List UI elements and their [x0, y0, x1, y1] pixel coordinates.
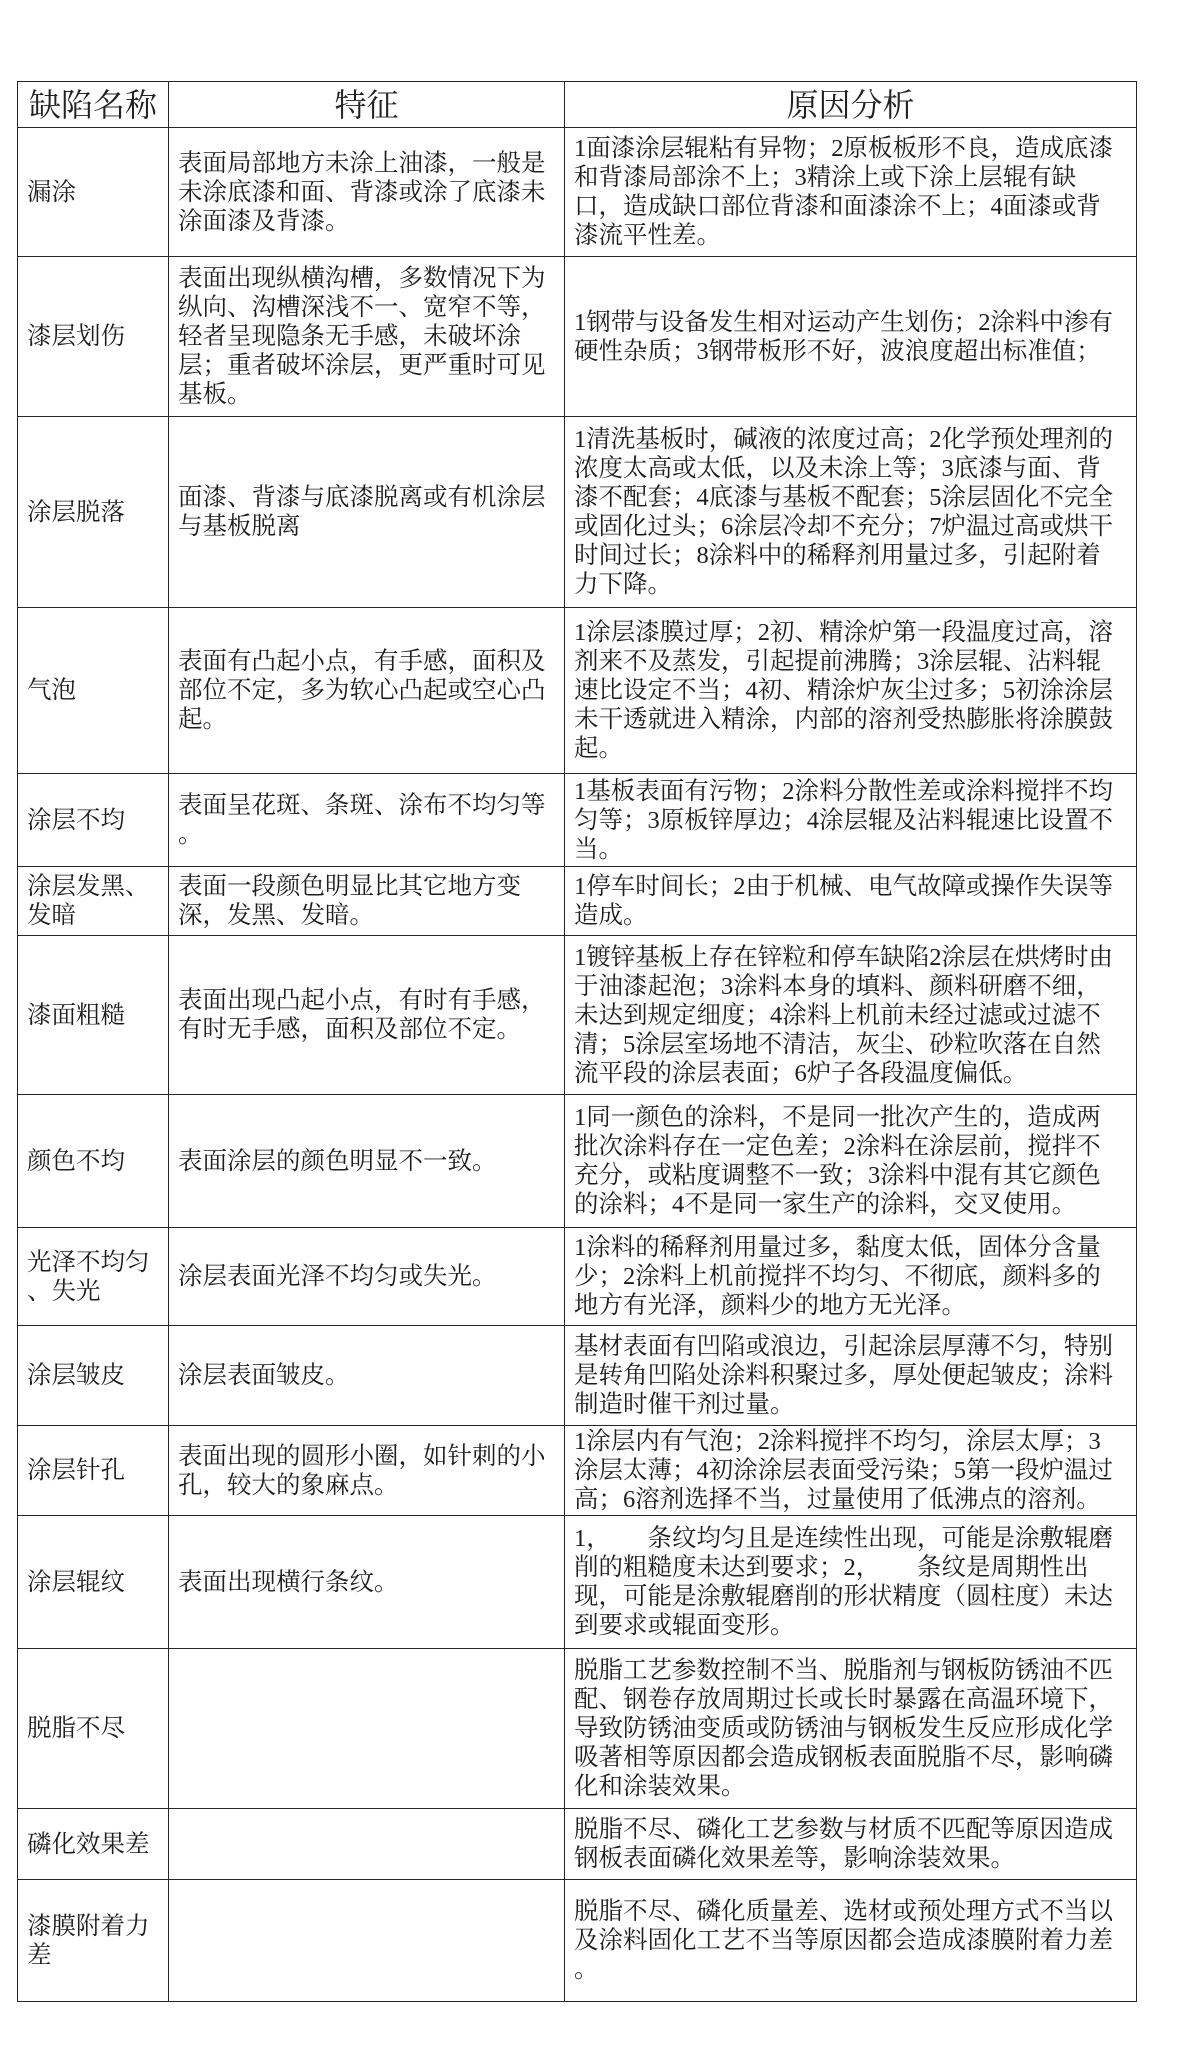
defect-name-cell	[18, 1516, 169, 1649]
header-row	[18, 82, 1137, 128]
table-row	[18, 417, 1137, 608]
cell-line: 当。	[574, 835, 623, 863]
feature-cell	[169, 1516, 565, 1649]
defect-name-cell	[18, 1326, 169, 1426]
cell-line: 1同一颜色的涂料，不是同一批次产生的，造成两	[574, 1104, 1101, 1131]
defect-analysis-table	[17, 81, 1137, 2002]
cell-line: 及涂料固化工艺不当等原因都会造成漆膜附着力差	[574, 1927, 1113, 1954]
cell-line: 吸著相等原因都会造成钢板表面脱脂不尽，影响磷	[574, 1744, 1113, 1771]
cell-line: 发暗	[27, 902, 76, 929]
defect-name-cell	[18, 608, 169, 774]
table-body	[18, 128, 1137, 2002]
cell-line: 时间过长；8涂料中的稀释剂用量过多，引起附着	[574, 542, 1101, 569]
cell-line: 浓度太高或太低，以及未涂上等；3底漆与面、背	[574, 455, 1101, 482]
cell-line: 是转角凹陷处涂料积聚过多，厚处便起皱皮；涂料	[574, 1362, 1113, 1389]
feature-cell	[169, 608, 565, 774]
cell-line: 匀等；3原板锌厚边；4涂层辊及沾料辊速比设置不	[574, 806, 1113, 834]
cell-line: 表面有凸起小点，有手感，面积及	[178, 648, 546, 675]
cell-line: 涂层表面光泽不均匀或失光。	[178, 1263, 497, 1290]
cell-line: 钢板表面磷化效果差等，影响涂装效果。	[574, 1845, 1015, 1872]
cell-line: 速比设定不当；4初、精涂炉灰尘过多；5初涂涂层	[574, 677, 1113, 704]
cause-cell	[565, 608, 1137, 774]
cell-line: 光泽不均匀	[27, 1248, 150, 1276]
feature-cell	[169, 936, 565, 1095]
cell-line: 造成。	[574, 902, 648, 929]
cell-line: 涂面漆及背漆。	[178, 207, 350, 235]
table-row	[18, 1228, 1137, 1326]
cell-line: 1镀锌基板上存在锌粒和停车缺陷2涂层在烘烤时由	[574, 943, 1113, 971]
cell-line: 基材表面有凹陷或浪边，引起涂层厚薄不匀，特别	[574, 1333, 1113, 1360]
table-row	[18, 257, 1137, 417]
table-row	[18, 1809, 1137, 1880]
cell-line: 制造时催干剂过量。	[574, 1391, 795, 1418]
cause-cell	[565, 1095, 1137, 1228]
cell-line: 差	[27, 1941, 52, 1969]
cause-cell	[565, 774, 1137, 867]
cell-line: 涂层针孔	[27, 1457, 125, 1484]
table-row	[18, 1326, 1137, 1426]
cell-line: 未干透就进入精涂，内部的溶剂受热膨胀将涂膜鼓	[574, 706, 1113, 733]
cell-line: 化和涂装效果。	[574, 1773, 746, 1800]
defect-name-cell	[18, 774, 169, 867]
cell-line: 地方有光泽，颜料少的地方无光泽。	[574, 1292, 966, 1319]
feature-cell	[169, 128, 565, 257]
cell-line: 漆面粗糙	[27, 1001, 125, 1029]
cell-line: 表面出现纵横沟槽，多数情况下为	[178, 265, 546, 292]
cell-line: 配、钢卷存放周期过长或长时暴露在高温环境下，	[574, 1686, 1113, 1713]
table-row	[18, 867, 1137, 936]
cause-cell	[565, 1809, 1137, 1880]
cell-line: 。	[574, 1956, 599, 1983]
cause-cell	[565, 1326, 1137, 1426]
cell-line: 涂层发黑、	[27, 873, 150, 900]
cell-line: 少；2涂料上机前搅拌不均匀、不彻底，颜料多的	[574, 1263, 1101, 1290]
cell-line: 脱脂工艺参数控制不当、脱脂剂与钢板防锈油不匹	[574, 1657, 1113, 1684]
cell-line: 表面一段颜色明显比其它地方变	[178, 873, 521, 900]
table-row	[18, 608, 1137, 774]
cell-line: 漆膜附着力	[27, 1912, 150, 1940]
cell-line: 起。	[178, 706, 227, 733]
cell-line: 1停车时间长；2由于机械、电气故障或操作失误等	[574, 873, 1113, 900]
feature-cell	[169, 867, 565, 936]
table-row	[18, 1516, 1137, 1649]
cell-line: 表面出现的圆形小圈，如针刺的小	[178, 1442, 546, 1470]
cell-line: 表面涂层的颜色明显不一致。	[178, 1147, 497, 1175]
cell-line: 充分，或粘度调整不一致；3涂料中混有其它颜色	[574, 1162, 1101, 1189]
cell-line: 口，造成缺口部位背漆和面漆涂不上；4面漆或背	[574, 193, 1101, 220]
feature-cell	[169, 1095, 565, 1228]
feature-cell	[169, 1649, 565, 1809]
cell-line: 和背漆局部涂不上；3精涂上或下涂上层辊有缺	[574, 164, 1077, 191]
cell-line: 基板。	[178, 381, 252, 408]
cell-line: 到要求或辊面变形。	[574, 1612, 795, 1639]
cause-cell	[565, 1880, 1137, 2002]
cell-line: 涂层辊纹	[27, 1568, 125, 1596]
cell-line: 部位不定，多为软心凸起或空心凸	[178, 677, 546, 704]
cell-line: 于油漆起泡；3涂料本身的填料、颜料研磨不细，	[574, 972, 1101, 1000]
defect-name-cell	[18, 1649, 169, 1809]
defect-name-cell	[18, 1095, 169, 1228]
defect-name-cell	[18, 128, 169, 257]
cell-line: 、失光	[27, 1277, 101, 1305]
cell-line: 表面出现横行条纹。	[178, 1568, 399, 1596]
feature-cell	[169, 1426, 565, 1516]
cell-line: 纵向、沟槽深浅不一、宽窄不等，	[178, 294, 546, 321]
cell-line: 漆流平性差。	[574, 222, 721, 249]
defect-name-cell	[18, 417, 169, 608]
cell-line: 面漆、背漆与底漆脱离或有机涂层	[178, 484, 546, 511]
cell-line: 起。	[574, 735, 623, 762]
feature-cell	[169, 774, 565, 867]
cell-line: 力下降。	[574, 571, 672, 598]
cause-cell	[565, 1426, 1137, 1516]
cell-line: 1涂料的稀释剂用量过多，黏度太低，固体分含量	[574, 1234, 1101, 1261]
cell-line: 批次涂料存在一定色差；2涂料在涂层前，搅拌不	[574, 1133, 1101, 1160]
cause-cell	[565, 128, 1137, 257]
cause-cell	[565, 936, 1137, 1095]
cell-line: 。	[178, 821, 203, 848]
cell-line: 颜色不均	[27, 1147, 125, 1175]
cell-line: 表面出现凸起小点，有时有手感，	[178, 987, 546, 1014]
feature-cell	[169, 1809, 565, 1880]
defect-name-cell	[18, 936, 169, 1095]
cause-cell	[565, 417, 1137, 608]
cell-line: 涂层表面皱皮。	[178, 1362, 350, 1389]
cell-line: 清；5涂层室场地不清洁，灰尘、砂粒吹落在自然	[574, 1030, 1101, 1058]
header-cause-analysis: 原因分析	[565, 82, 1137, 128]
feature-cell	[169, 1326, 565, 1426]
table-row	[18, 936, 1137, 1095]
cell-line: 涂层太薄；4初涂涂层表面受污染；5第一段炉温过	[574, 1457, 1113, 1484]
cause-cell	[565, 867, 1137, 936]
cell-line: 磷化效果差	[27, 1830, 150, 1858]
cell-line: 脱脂不尽、磷化工艺参数与材质不匹配等原因造成	[574, 1816, 1113, 1843]
cell-line: 或固化过头；6涂层冷却不充分；7炉温过高或烘干	[574, 513, 1113, 540]
cell-line: 导致防锈油变质或防锈油与钢板发生反应形成化学	[574, 1715, 1113, 1742]
feature-cell	[169, 1880, 565, 2002]
cell-line: 高；6溶剂选择不当，过量使用了低沸点的溶剂。	[574, 1486, 1101, 1513]
cause-cell	[565, 1649, 1137, 1809]
cell-line: 涂层不均	[27, 806, 125, 834]
cell-line: 气泡	[27, 677, 76, 704]
defect-name-cell	[18, 1880, 169, 2002]
cell-line: 涂层脱落	[27, 498, 125, 526]
cell-line: 剂来不及蒸发，引起提前沸腾；3涂层辊、沾料辊	[574, 648, 1101, 675]
cell-line: 未达到规定细度；4涂料上机前未经过滤或过滤不	[574, 1001, 1101, 1029]
table-row	[18, 1649, 1137, 1809]
cell-line: 涂层皱皮	[27, 1362, 125, 1389]
header-feature: 特征	[169, 82, 565, 128]
cell-line: 的涂料；4不是同一家生产的涂料，交叉使用。	[574, 1191, 1077, 1218]
cell-line: 有时无手感，面积及部位不定。	[178, 1016, 521, 1043]
defect-name-cell	[18, 1426, 169, 1516]
cell-line: 流平段的涂层表面；6炉子各段温度偏低。	[574, 1059, 1028, 1087]
defect-name-cell	[18, 867, 169, 936]
cell-line: 现，可能是涂敷辊磨削的形状精度（圆柱度）未达	[574, 1583, 1113, 1610]
cell-line: 1钢带与设备发生相对运动产生划伤；2涂料中渗有	[574, 308, 1113, 336]
cell-line: 1， 条纹均匀且是连续性出现，可能是涂敷辊磨	[574, 1525, 1113, 1552]
feature-cell	[169, 1228, 565, 1326]
cell-line: 1基板表面有污物；2涂料分散性差或涂料搅拌不均	[574, 777, 1113, 805]
cell-line: 深，发黑、发暗。	[178, 902, 374, 929]
cell-line: 未涂底漆和面、背漆或涂了底漆未	[178, 178, 546, 206]
cell-line: 削的粗糙度未达到要求；2， 条纹是周期性出	[574, 1554, 1089, 1581]
defect-name-cell	[18, 1228, 169, 1326]
defect-name-cell	[18, 257, 169, 417]
header-defect-name: 缺陷名称	[18, 82, 169, 128]
table-row	[18, 1880, 1137, 2002]
cell-line: 层；重者破坏涂层，更严重时可见	[178, 352, 546, 379]
cause-cell	[565, 1516, 1137, 1649]
cell-line: 1面漆涂层辊粘有异物；2原板板形不良，造成底漆	[574, 135, 1113, 162]
cause-cell	[565, 257, 1137, 417]
table-row	[18, 774, 1137, 867]
cell-line: 漏涂	[27, 178, 76, 206]
cell-line: 表面呈花斑、条斑、涂布不均匀等	[178, 792, 546, 819]
cause-cell	[565, 1228, 1137, 1326]
cell-line: 孔，较大的象麻点。	[178, 1471, 399, 1499]
cell-line: 脱脂不尽、磷化质量差、选材或预处理方式不当以	[574, 1898, 1113, 1925]
cell-line: 与基板脱离	[178, 513, 301, 540]
table-header	[18, 82, 1137, 128]
cell-line: 脱脂不尽	[27, 1715, 125, 1742]
cell-line: 表面局部地方未涂上油漆，一般是	[178, 149, 546, 177]
table-row	[18, 1426, 1137, 1516]
table-row	[18, 128, 1137, 257]
cell-line: 1清洗基板时，碱液的浓度过高；2化学预处理剂的	[574, 426, 1113, 453]
table-row	[18, 1095, 1137, 1228]
cell-line: 漆层划伤	[27, 323, 125, 350]
cell-line: 1涂层漆膜过厚；2初、精涂炉第一段温度过高，溶	[574, 619, 1113, 646]
cell-line: 漆不配套；4底漆与基板不配套；5涂层固化不完全	[574, 484, 1113, 511]
cell-line: 硬性杂质；3钢带板形不好，波浪度超出标准值；	[574, 337, 1101, 365]
cell-line: 轻者呈现隐条无手感，未破坏涂	[178, 323, 521, 350]
feature-cell	[169, 257, 565, 417]
cell-line: 1涂层内有气泡；2涂料搅拌不均匀，涂层太厚；3	[574, 1428, 1101, 1455]
feature-cell	[169, 417, 565, 608]
defect-name-cell	[18, 1809, 169, 1880]
